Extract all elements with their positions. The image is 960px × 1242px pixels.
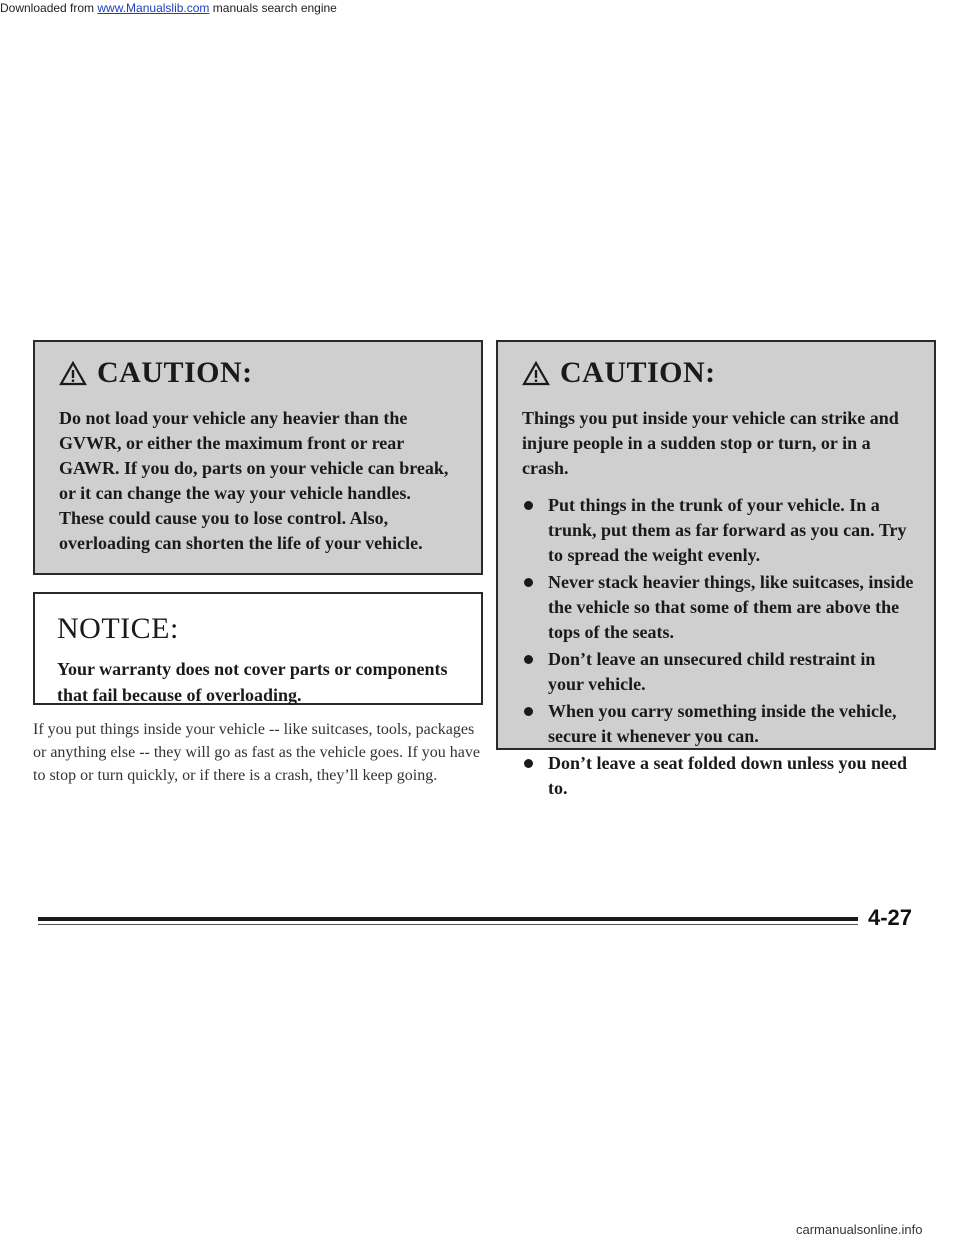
bullet-text: Don’t leave an unsecured child restraint in your vehicle. bbox=[548, 649, 876, 694]
list-item bbox=[522, 751, 914, 801]
body-paragraph: If you put things inside your vehicle -- like suitcases, tools, packages or anything else -- they will go as fast as the vehicle goes. If you have to stop or turn quickly, or if there is a crash, they’ll keep going. bbox=[33, 721, 480, 784]
caution-heading bbox=[522, 356, 914, 390]
list-item bbox=[522, 699, 914, 749]
header-suffix: manuals search engine bbox=[209, 1, 337, 15]
notice-title: NOTICE: bbox=[57, 612, 179, 645]
warning-triangle-icon bbox=[522, 361, 550, 386]
caution-title: CAUTION: bbox=[560, 356, 716, 389]
caution-heading bbox=[59, 356, 457, 390]
bullet-icon bbox=[524, 759, 533, 768]
list-item bbox=[522, 647, 914, 697]
bullet-text: Don’t leave a seat folded down unless you need to. bbox=[548, 753, 908, 798]
warning-triangle-icon bbox=[59, 361, 87, 386]
caution-text: Do not load your vehicle any heavier than the GVWR, or either the maximum front or rear GAWR. If you do, parts on your vehicle can break, or it can change the way your vehicle handles. These could cause you to lose control. Also, overloading can shorten the life of your vehicle. bbox=[59, 408, 449, 553]
bullet-icon bbox=[524, 655, 533, 664]
footer-watermark: carmanualsonline.info bbox=[796, 1222, 923, 1237]
header-prefix: Downloaded from bbox=[0, 1, 98, 15]
list-item bbox=[522, 493, 914, 568]
bullet-icon bbox=[524, 501, 533, 510]
page-number: 4-27 bbox=[868, 905, 913, 930]
caution-title: CAUTION: bbox=[97, 356, 253, 389]
caution-intro: Things you put inside your vehicle can strike and injure people in a sudden stop or turn, or in a crash. bbox=[522, 408, 899, 478]
list-item bbox=[522, 570, 914, 645]
caution-box-cargo bbox=[496, 340, 936, 798]
bullet-text: When you carry something inside the vehicle, secure it whenever you can. bbox=[548, 701, 897, 746]
caution-box-overloading bbox=[33, 340, 483, 575]
footer-rule-thick bbox=[38, 917, 858, 921]
bullet-icon bbox=[524, 578, 533, 587]
notice-text: Your warranty does not cover parts or components that fail because of overloading. bbox=[57, 659, 448, 705]
bullet-icon bbox=[524, 707, 533, 716]
notice-box bbox=[33, 592, 483, 705]
download-header bbox=[0, 0, 337, 16]
bullet-text: Put things in the trunk of your vehicle. In a trunk, put them as far forward as you can. Try to spread the weight evenly. bbox=[548, 495, 907, 565]
caution-bullet-list bbox=[522, 493, 914, 801]
bullet-text: Never stack heavier things, like suitcases, inside the vehicle so that some of them are above the tops of the seats. bbox=[548, 572, 914, 642]
manualslib-link[interactable]: www.Manualslib.com bbox=[97, 1, 210, 15]
footer-rule-thin bbox=[38, 924, 858, 925]
